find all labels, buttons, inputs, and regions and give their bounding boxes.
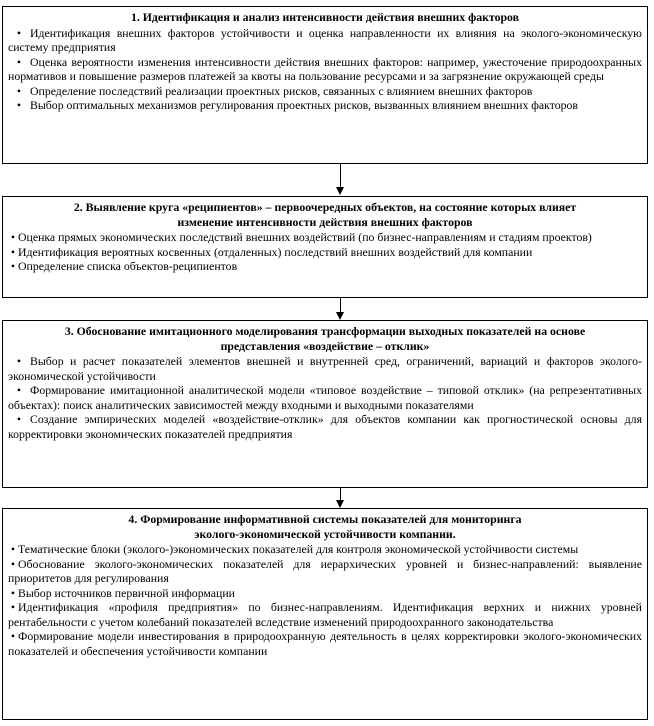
- bullet-icon: •: [16, 54, 22, 69]
- bullet-icon: •: [10, 259, 16, 273]
- step-3-title-line: представления «воздействие – отклик»: [220, 338, 430, 353]
- step-4-title: [8, 512, 642, 541]
- bullet-icon: •: [10, 629, 16, 643]
- bullet-icon: •: [16, 83, 22, 98]
- bullet-icon: •: [10, 542, 16, 556]
- step-1-item: • Определение последствий реализации проектных рисков, связанных с влиянием внешних факторов: [8, 84, 642, 99]
- step-4-title-line: эколого-экономической устойчивости компании.: [194, 526, 456, 541]
- step-2-title-line: изменение интенсивности действия внешних факторов: [177, 214, 473, 229]
- step-4-title-line: 4. Формирование информативной системы показателей для мониторинга: [128, 512, 522, 526]
- step-3-title: [8, 324, 642, 353]
- step-1-box: [2, 6, 648, 164]
- bullet-icon: •: [16, 98, 22, 112]
- bullet-icon: •: [10, 556, 16, 571]
- step-2-title: [8, 200, 642, 229]
- step-1-title: [8, 10, 642, 25]
- step-3-item: • Выбор и расчет показателей элементов внешней и внутренней сред, ограничений, вариаций и факторов эколого-экономической устойчивости: [8, 354, 642, 383]
- bullet-icon: •: [10, 600, 16, 614]
- step-2-title-line: 2. Выявление круга «реципиентов» – первоочередных объектов, на состояние которых влияет: [73, 200, 577, 214]
- arrow-down-icon: [336, 312, 344, 320]
- step-2-item: • Определение списка объектов-реципиентов: [8, 259, 642, 274]
- step-3-item: • Создание эмпирических моделей «воздействие-отклик» для объектов компании как прогностической основы для корректировки экономических показателей предприятия: [8, 412, 642, 441]
- step-1-title-line: 1. Идентификация и анализ интенсивности действия внешних факторов: [130, 10, 520, 24]
- step-3-item: • Формирование имитационной аналитической модели «типовое воздействие – типовой отклик» (на репрезентативных объектах): поиск аналитических зависимостей между входными и выходными показателями: [8, 383, 642, 412]
- step-4-item: • Обоснование эколого-экономических показателей для иерархических уровней и бизнес-направлений: выявление приоритетов для регулирования: [8, 556, 642, 585]
- step-3-title-line: 3. Обоснование имитационного моделирования трансформации выходных показателей на основе: [64, 324, 586, 338]
- arrow-down-icon: [336, 500, 344, 508]
- step-2-box: [2, 196, 648, 298]
- connector-line-2: [340, 298, 341, 312]
- step-2-item: • Идентификация вероятных косвенных (отдаленных) последствий внешних воздействий для компании: [8, 245, 642, 260]
- bullet-icon: •: [16, 354, 22, 368]
- step-1-item: • Идентификация внешних факторов устойчивости и оценка направленности их влияния на эколого-экономическую систему предприятия: [8, 25, 642, 54]
- step-1-item: • Выбор оптимальных механизмов регулирования проектных рисков, вызванных влиянием внешних факторов: [8, 98, 642, 113]
- step-4-item: • Выбор источников первичной информации: [8, 586, 642, 601]
- arrow-down-icon: [336, 187, 344, 195]
- bullet-icon: •: [10, 585, 16, 600]
- bullet-icon: •: [16, 25, 22, 40]
- step-2-item: • Оценка прямых экономических последствий внешних воздействий (по бизнес-направлениям и стадиям проектов): [8, 230, 642, 245]
- step-1-item: • Оценка вероятности изменения интенсивности действия внешних факторов: например, ужесточение природоохранных нормативов и повышение размеров платежей за квоты на пользование ресурсами и за загрязнение окружающей среды: [8, 54, 642, 83]
- step-3-box: [2, 320, 648, 488]
- bullet-icon: •: [10, 230, 16, 244]
- step-4-item: • Тематические блоки (эколого-)экономических показателей для контроля экономической устойчивости системы: [8, 542, 642, 557]
- bullet-icon: •: [16, 412, 22, 426]
- step-4-item: • Формирование модели инвестирования в природоохранную деятельность в целях корректировки эколого-экономических показателей и обеспечения устойчивости компании: [8, 629, 642, 658]
- connector-line-1: [340, 164, 341, 188]
- bullet-icon: •: [10, 244, 16, 259]
- step-4-item: • Идентификация «профиля предприятия» по бизнес-направлениям. Идентификация верхних и нижних уровней рентабельности с учетом колебаний показателей вследствие изменений природоохранного законодательства: [8, 600, 642, 629]
- step-4-box: [2, 508, 648, 720]
- bullet-icon: •: [16, 383, 22, 397]
